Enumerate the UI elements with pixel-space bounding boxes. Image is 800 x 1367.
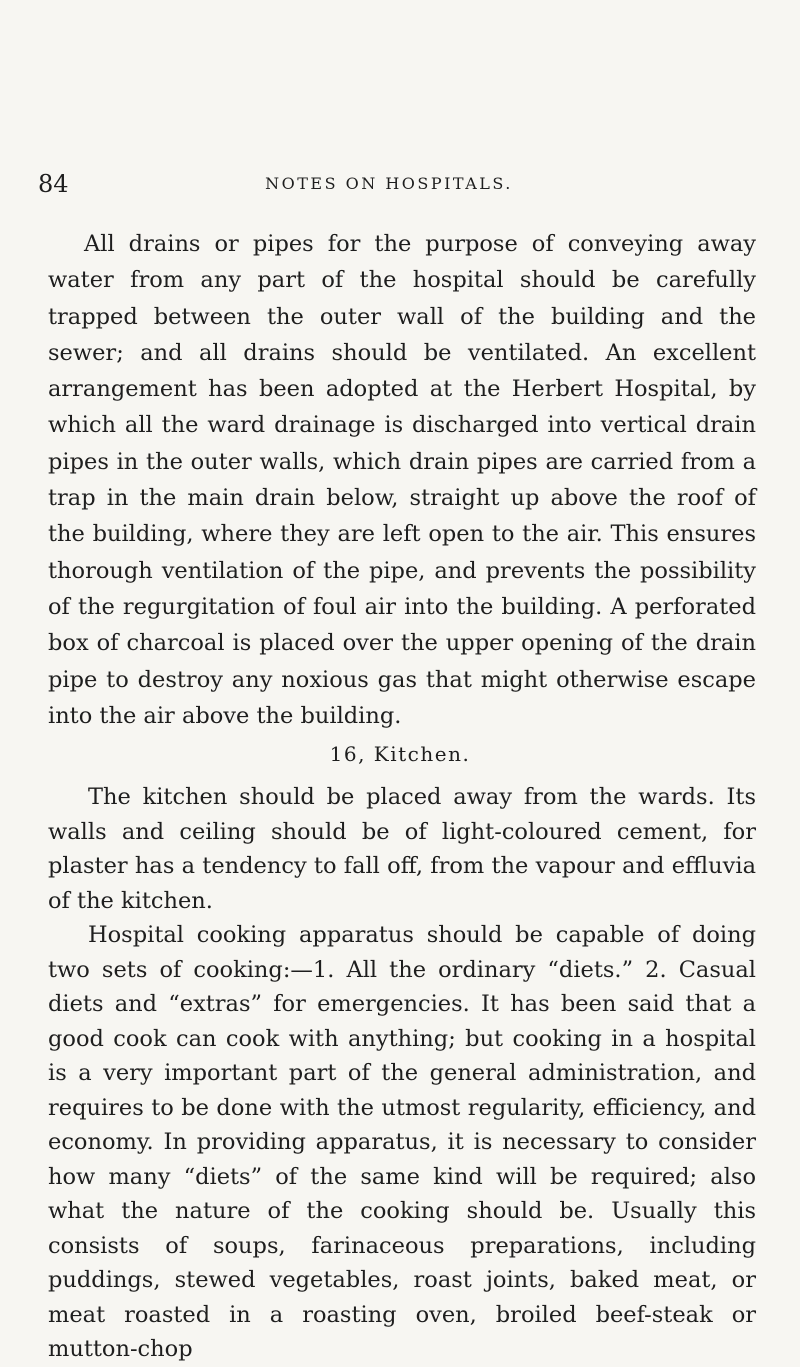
running-title: NOTES ON HOSPITALS.: [265, 174, 513, 193]
section-heading-kitchen: 16, Kitchen.: [329, 742, 471, 766]
kitchen-section: [48, 780, 756, 1367]
kitchen-paragraph-1: The kitchen should be placed away from the wards. Its walls and ceiling should be of light-coloured cement, for plaster has a tendency to fall off, from the vapour and effluvia of the kitchen.: [48, 784, 756, 914]
kitchen-paragraph-2: Hospital cooking apparatus should be capable of doing two sets of cooking:—1. All the ordinary “diets.” 2. Casual diets and “extras” for emergencies. It has been said that a good cook can cook with anything; but cooking in a hospital is a very important part of the general administration, and requires to be done with the utmost regularity, efficiency, and economy. In providing apparatus, it is necessary to consider how many “diets” of the same kind will be required; also what the nature of the cooking should be. Usually this consists of soups, farinaceous preparations, including puddings, stewed vegetables, roast joints, baked meat, or meat roasted in a roasting oven, broiled beef-steak or mutton-chop: [48, 922, 756, 1362]
page-number: 84: [38, 170, 69, 198]
page-header: [38, 170, 740, 204]
drains-section: [48, 226, 756, 734]
drains-paragraph: All drains or pipes for the purpose of conveying away water from any part of the hospital should be carefully trapped between the outer wall of the building and the sewer; and all drains should be ventilated. An excellent arrangement has been adopted at the Herbert Hospital, by which all the ward drainage is discharged into vertical drain pipes in the outer walls, which drain pipes are carried from a trap in the main drain below, straight up above the roof of the building, where they are left open to the air. This ensures thorough ventilation of the pipe, and prevents the possibility of the regurgitation of foul air into the building. A perforated box of charcoal is placed over the upper opening of the drain pipe to destroy any noxious gas that might otherwise escape into the air above the building.: [48, 231, 756, 729]
